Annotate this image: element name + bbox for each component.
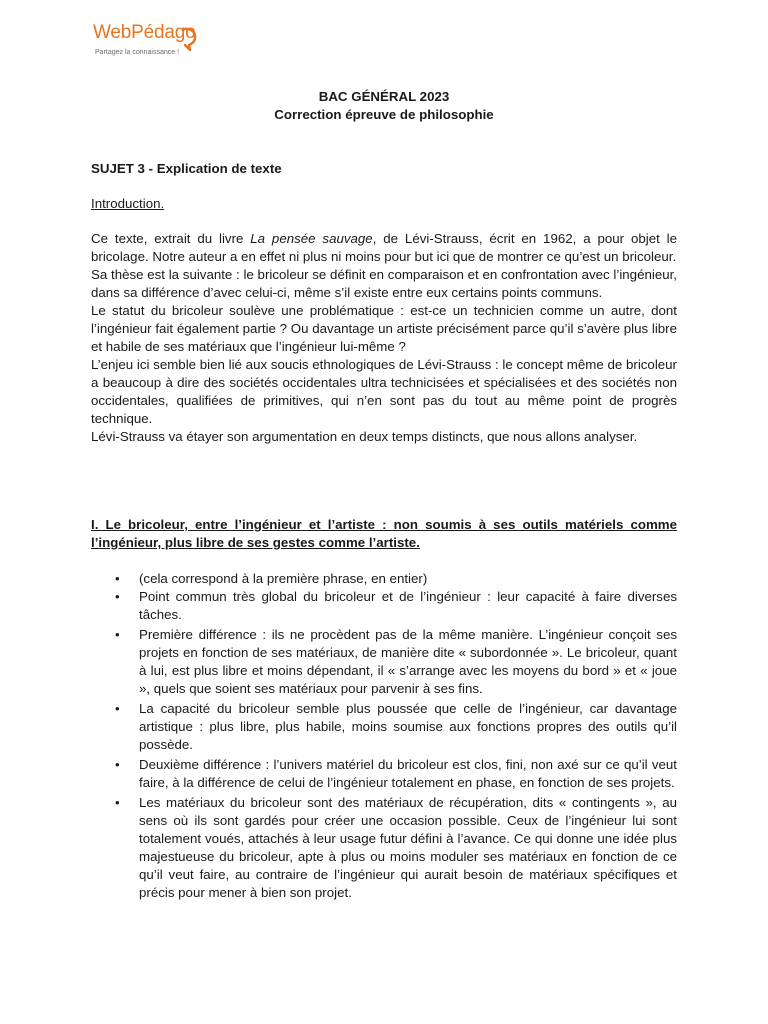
bullet-icon: •	[115, 571, 120, 586]
list-item: • (cela correspond à la première phrase, en entier)	[115, 571, 428, 586]
section-1-bullets	[91, 570, 677, 902]
intro-paragraph-4: L’enjeu ici semble bien lié aux soucis ethnologiques de Lévi-Strauss : le concept même de bricoleur a beaucoup à dire des sociétés occidentales ultra technicisées et spécialisées et des sociétés non occidentales, qualifiées de primitives, qui n’en sont pas du tout au même point de progrès technique.	[91, 357, 677, 426]
webpedago-logo	[93, 22, 203, 64]
bullet-icon: •	[115, 589, 120, 604]
bullet-icon: •	[115, 701, 120, 716]
list-item: • Deuxième différence : l’univers matériel du bricoleur est clos, fini, non axé sur ce qu’il veut faire, à la différence de celui de l’ingénieur totalement en phase, en fonction de ses projets.	[115, 757, 677, 790]
bullet-icon: •	[115, 795, 120, 810]
list-item: • Première différence : ils ne procèdent pas de la même manière. L’ingénieur conçoit ses projets en fonction de ses matériaux, de manière dite « subordonnée ». Le bricoleur, quant à lui, est plus libre et moins dépendant, il « s’arrange avec les moyens du bord » et « joue », quels que soient ses matériaux pour parvenir à ses fins.	[115, 627, 677, 696]
list-item: • Point commun très global du bricoleur et de l’ingénieur : leur capacité à faire diverses tâches.	[115, 589, 677, 622]
book-title: La pensée sauvage	[250, 231, 373, 246]
intro-paragraph-2: Sa thèse est la suivante : le bricoleur se définit en comparaison et en confrontation avec l’ingénieur, dans sa différence d’avec celui-ci, même s’il existe entre eux certains points communs.	[91, 267, 677, 300]
list-item: • Les matériaux du bricoleur sont des matériaux de récupération, dits « contingents », au sens où ils sont gardés pour créer une occasion possible. Ceux de l’ingénieur lui sont totalement voués, attachés à leur usage futur défini à l’avance. Ce qui donne une idée plus majestueuse du bricoleur, apte à plus ou moins moduler ses matériaux en fonction de ce qu’il veut faire, au contraire de l’ingénieur qui aurait besoin de matériaux spécifiques et précis pour mener à bien son projet.	[115, 795, 677, 900]
intro-paragraph-5: Lévi-Strauss va étayer son argumentation en deux temps distincts, que nous allons analyser.	[91, 429, 638, 444]
bullet-icon: •	[115, 757, 120, 772]
list-item: • La capacité du bricoleur semble plus poussée que celle de l’ingénieur, car davantage artistique : plus libre, plus habile, moins soumise aux fonctions propres des outils qu’il possède.	[115, 701, 677, 752]
bullet-icon: •	[115, 627, 120, 642]
intro-paragraph-1: Ce texte, extrait du livre La pensée sauvage, de Lévi-Strauss, écrit en 1962, a pour objet le bricolage. Notre auteur a en effet ni plus ni moins pour but ici que de montrer ce qu’est un bricoleur.	[91, 231, 678, 264]
document-subtitle: Correction épreuve de philosophie	[274, 107, 494, 122]
subject-heading: SUJET 3 - Explication de texte	[91, 161, 282, 176]
section-1-heading: I. Le bricoleur, entre l’ingénieur et l’artiste : non soumis à ses outils matériels comme l’ingénieur, plus libre de ses gestes comme l’artiste.	[91, 517, 677, 550]
logo-name: WebPédago	[93, 22, 196, 43]
document-title: BAC GÉNÉRAL 2023	[318, 89, 450, 104]
speech-bubble-icon	[181, 26, 199, 52]
introduction-heading: Introduction.	[91, 196, 165, 211]
logo-tagline: Partagez la connaissance !	[95, 49, 180, 56]
introduction-body	[91, 230, 677, 446]
intro-paragraph-3: Le statut du bricoleur soulève une problématique : est-ce un technicien comme un autre, dont l’ingénieur fait également partie ? Ou davantage un artiste précisément parce qu’il s’avère plus libre et habile de ses matériaux que l’ingénieur lui-même ?	[91, 303, 677, 354]
